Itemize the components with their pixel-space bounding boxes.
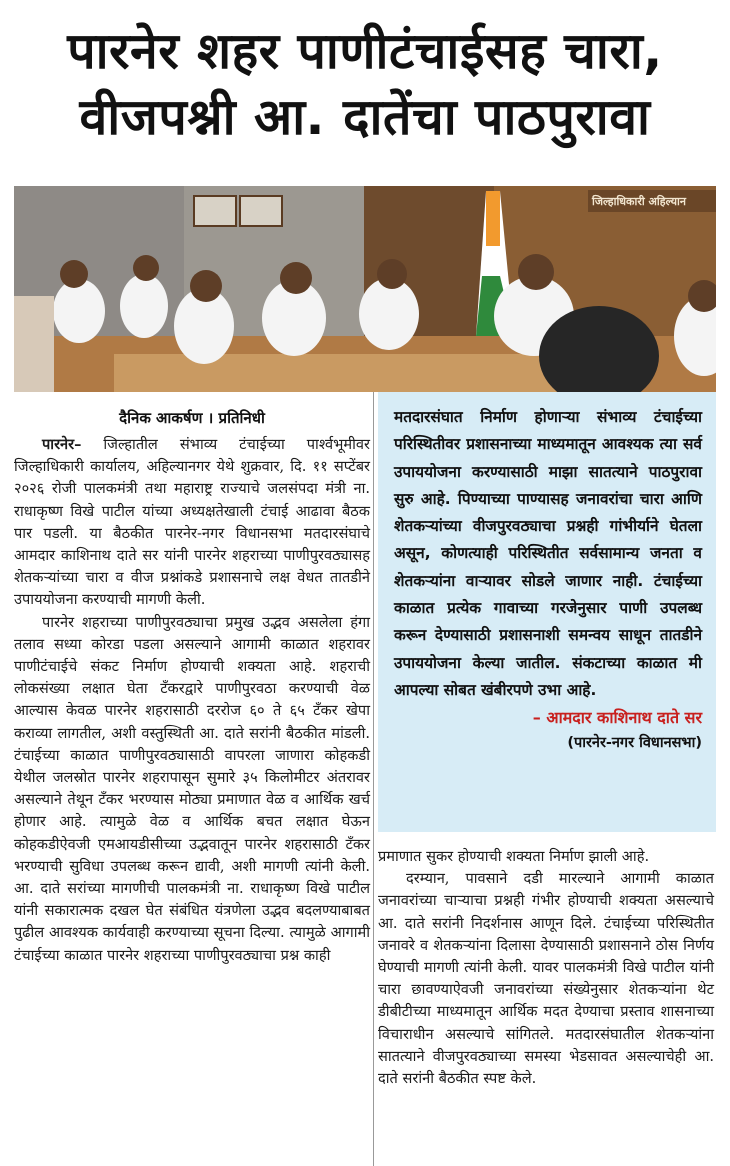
pull-quote-text: मतदारसंघात निर्माण होणाऱ्या संभाव्य टंचाईच्या परिस्थितीवर प्रशासनाच्या माध्यमातून आवश्यक त्या सर्व उपाययोजना करण्यासाठी माझा सातत्याने पाठपुरावा सुरु आहे. पिण्याच्या पाण्यासह जनावरांचा चारा आणि शेतकऱ्यांच्या वीजपुरवठ्याचा प्रश्नही गांभीर्याने घेतला असून, कोणत्याही परिस्थितीत सर्वसामान्य जनता व शेतकऱ्यांना वाऱ्यावर सोडले जाणार नाही. टंचाईच्या काळात प्रत्येक गावाच्या गरजेनुसार पाणी उपलब्ध करून देण्यासाठी प्रशासनाशी समन्वय साधून तातडीने उपाययोजना केल्या जातील. संकटाच्या काळात मी आपल्या सोबत खंबीरपणे उभा आहे.: [394, 408, 702, 699]
headline-line-1: पारनेर शहर पाणीटंचाईसह चारा,: [67, 22, 663, 80]
wall-sign-text: जिल्हाधिकारी अहिल्यान: [592, 195, 686, 208]
article-paragraph: पारनेर शहराच्या पाणीपुरवठ्याचा प्रमुख उद्भव असलेला हंगा तलाव सध्या कोरडा पडला असल्याने आगामी काळात शहरावर पाणीटंचाईचे संकट निर्माण होण्याची शक्यता आहे. शहराची लोकसंख्या लक्षात घेता टँकरद्वारे पाणीपुरवठा करण्याची वेळ आल्यास केवळ पारनेर शहरासाठी दररोज ६० ते ६५ टँकर खेपा कराव्या लागतील, अशी वस्तुस्थिती आ. दाते सरांनी बैठकीत मांडली. टंचाईच्या काळात पाणीपुरवठ्यासाठी वापरला जाणारा कोहकडी येथील जलस्रोत पारनेर शहरापासून सुमारे ३५ किलोमीटर अंतरावर असल्याने तेथून टँकर भरण्यास मोठ्या प्रमाणात वेळ व आर्थिक खर्च होणार आहे. त्यामुळे वेळ व आर्थिक बचत लक्षात घेऊन कोहकडीऐवजी एमआयडीसीच्या उद्भवातून पारनेर शहरासाठी टँकर भरण्याची सुविधा उपलब्ध करून द्यावी, अशी मागणी त्यांनी केली. आ. दाते सरांच्या मागणीची पालकमंत्री ना. राधाकृष्ण विखे पाटील यांनी सकारात्मक दखल घेत संबंधित यंत्रणेला उद्भव बदलण्याबाबत पुढील आवश्यक कार्यवाही करण्याच्या सूचना दिल्या. त्यामुळे आगामी टंचाईच्या काळात पारनेर शहराच्या पाणीपुरवठ्याचा प्रश्न काही: [14, 613, 370, 964]
pull-quote-constituency: (पारनेर-नगर विधानसभा): [567, 735, 702, 752]
meeting-photo: [14, 186, 716, 392]
meeting-photo-illustration: [14, 186, 716, 392]
headline: [0, 18, 730, 150]
article-paragraph-text: जिल्हातील संभाव्य टंचाईच्या पार्श्वभूमीवर जिल्हाधिकारी कार्यालय, अहिल्यानगर येथे शुक्रवार, दि. ११ सप्टेंबर २०२६ रोजी पालकमंत्री तथा महाराष्ट्र राज्याचे जलसंपदा मंत्री ना. राधाकृष्ण विखे पाटील यांच्या अध्यक्षतेखाली टंचाई आढावा बैठक पार पडली. या बैठकीत पारनेर-नगर विधानसभा मतदारसंघाचे आमदार काशिनाथ दाते सर यांनी पारनेर शहराच्या पाणीपुरवठ्यासह शेतकऱ्यांच्या चारा व वीज प्रश्नांकडे प्रशासनाचे लक्ष वेधत तातडीने उपाययोजना करण्याची मागणी केली.: [14, 436, 370, 609]
article-paragraph: प्रमाणात सुकर होण्याची शक्यता निर्माण झाली आहे.: [378, 848, 650, 865]
pull-quote-author: – आमदार काशिनाथ दाते सर: [532, 708, 702, 728]
byline: दैनिक आकर्षण । प्रतिनिधी: [119, 409, 265, 427]
headline-line-2: वीजपश्नी आ. दातेंचा पाठपुरावा: [79, 88, 651, 146]
column-divider: [373, 392, 374, 1166]
pull-quote-box: [378, 392, 716, 832]
article-column-left: [14, 434, 370, 967]
article-paragraph: [14, 434, 370, 612]
article-paragraph: दरम्यान, पावसाने दडी मारल्याने आगामी काळात जनावरांच्या चाऱ्याचा प्रश्नही गंभीर होण्याची शक्यता असल्याचे आ. दाते सरांनी निदर्शनास आणून दिले. टंचाईच्या परिस्थितीत जनावरे व शेतकऱ्यांना दिलासा देण्यासाठी प्रशासनाने ठोस निर्णय घेण्याची मागणी त्यांनी केली. यावर पालकमंत्री विखे पाटील यांनी चारा छावण्याऐवजी जनावरांच्या संख्येनुसार शेतकऱ्यांना थेट डीबीटीच्या माध्यमातून आर्थिक मदत देण्याचा प्रस्ताव शासनाच्या विचाराधीन असल्याचे सांगितले. मतदारसंघातील शेतकऱ्यांना सातत्याने वीजपुरवठ्याच्या समस्या भेडसावत असल्याचेही आ. दाते सरांनी बैठकीत स्पष्ट केले.: [378, 870, 714, 1088]
article-column-right: [378, 846, 714, 1090]
dateline: पारनेर–: [42, 436, 82, 453]
